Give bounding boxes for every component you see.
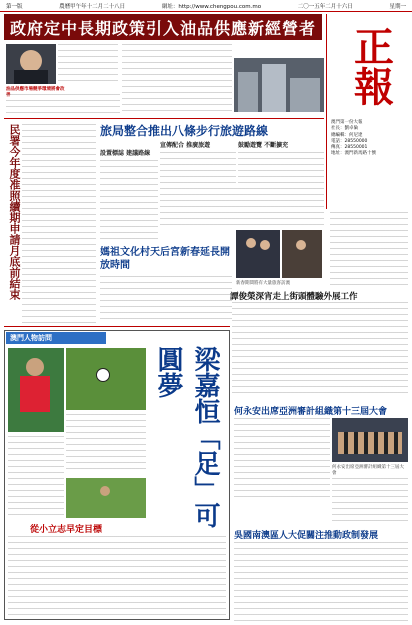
lead-story-text [58, 44, 118, 86]
licence-renewal-headline[interactable]: 民署今年度准照續期申請月底前結束 [8, 124, 21, 300]
website-link[interactable]: 網址：http://www.chengpou.com.mo [161, 3, 262, 10]
tourism-subhead-1: 宣傳配合 推廣旅遊 [160, 142, 211, 149]
tourism-col3 [238, 140, 324, 186]
issue-date: 二〇一五年二月十六日 [297, 3, 353, 10]
lead-story-text-3 [6, 94, 120, 116]
newspaper-logo: 正報 [347, 26, 395, 106]
sport-subhead: 從小立志早定目標 [30, 525, 103, 535]
outreach-text-2 [232, 302, 408, 398]
sport-text-2 [8, 436, 64, 516]
mazu-text [100, 276, 232, 322]
outreach-text [330, 212, 408, 288]
street-photo [234, 58, 324, 112]
football-photo [66, 348, 146, 410]
congress-text [234, 542, 408, 622]
lead-photo-caption: 油品供應市場競爭環境將會改善 [6, 87, 65, 98]
outreach-headline[interactable]: 譚俊榮深宵走上街頭體驗外展工作 [230, 292, 358, 302]
masthead-info: 澳門第一份大報 社長：劉卓倫 總編輯：何尼達 電話：28550000 傳真：28550001 地址：澳門新馬路十號 [331, 120, 376, 157]
sport-text-1 [66, 414, 146, 474]
masthead [326, 14, 408, 209]
tourism-photo-right [282, 230, 322, 278]
mazu-headline[interactable]: 媽祖文化村天后宮新春延長開放時間 [100, 247, 230, 271]
weekday: 星期一 [389, 3, 406, 10]
tourism-photo-left [236, 230, 280, 278]
lead-story-text-2 [122, 44, 232, 114]
people-interview-banner: 澳門人物訪問 [6, 332, 106, 344]
tourism-subhead-2: 鼓勵遊覽 不斷擴充 [238, 142, 289, 149]
tourism-col4 [160, 188, 324, 228]
tourism-headline[interactable]: 旅局整合推出八條步行旅遊路線 [100, 124, 269, 138]
audit-photo-caption: 何永安出席亞洲審計組織第十三屆大會 [332, 465, 404, 476]
sport-text-3 [8, 536, 226, 616]
sport-vertical-headline[interactable]: 梁嘉恒「足」可圓夢 [153, 346, 220, 528]
lead-photo [6, 44, 56, 84]
audit-text [234, 418, 330, 498]
player-action-photo [66, 478, 146, 518]
tourism-subhead-3: 設置標誌 建議路線 [100, 150, 151, 157]
main-headline[interactable]: 政府定中長期政策引入油品供應新經營者 [4, 14, 322, 40]
licence-renewal-text [22, 124, 96, 324]
tourism-photo-caption: 新春期間將有大量旅客訪澳 [236, 281, 290, 286]
page-label: 第一版 [6, 3, 23, 10]
tourism-text [100, 140, 158, 240]
audit-photo [332, 418, 408, 462]
congress-headline[interactable]: 吳國南澳區人大促關注推動政制發展 [234, 531, 379, 541]
audit-text-2 [332, 478, 408, 522]
player-photo [8, 348, 64, 432]
lunar-date: 農曆甲午年十二月二十八日 [59, 3, 126, 10]
section-divider-2 [4, 326, 230, 327]
section-divider [4, 118, 324, 119]
top-bar [0, 0, 412, 12]
audit-headline[interactable]: 何永安出席亞洲審計組織第十三屆大會 [234, 407, 388, 417]
tourism-col2 [160, 140, 236, 186]
